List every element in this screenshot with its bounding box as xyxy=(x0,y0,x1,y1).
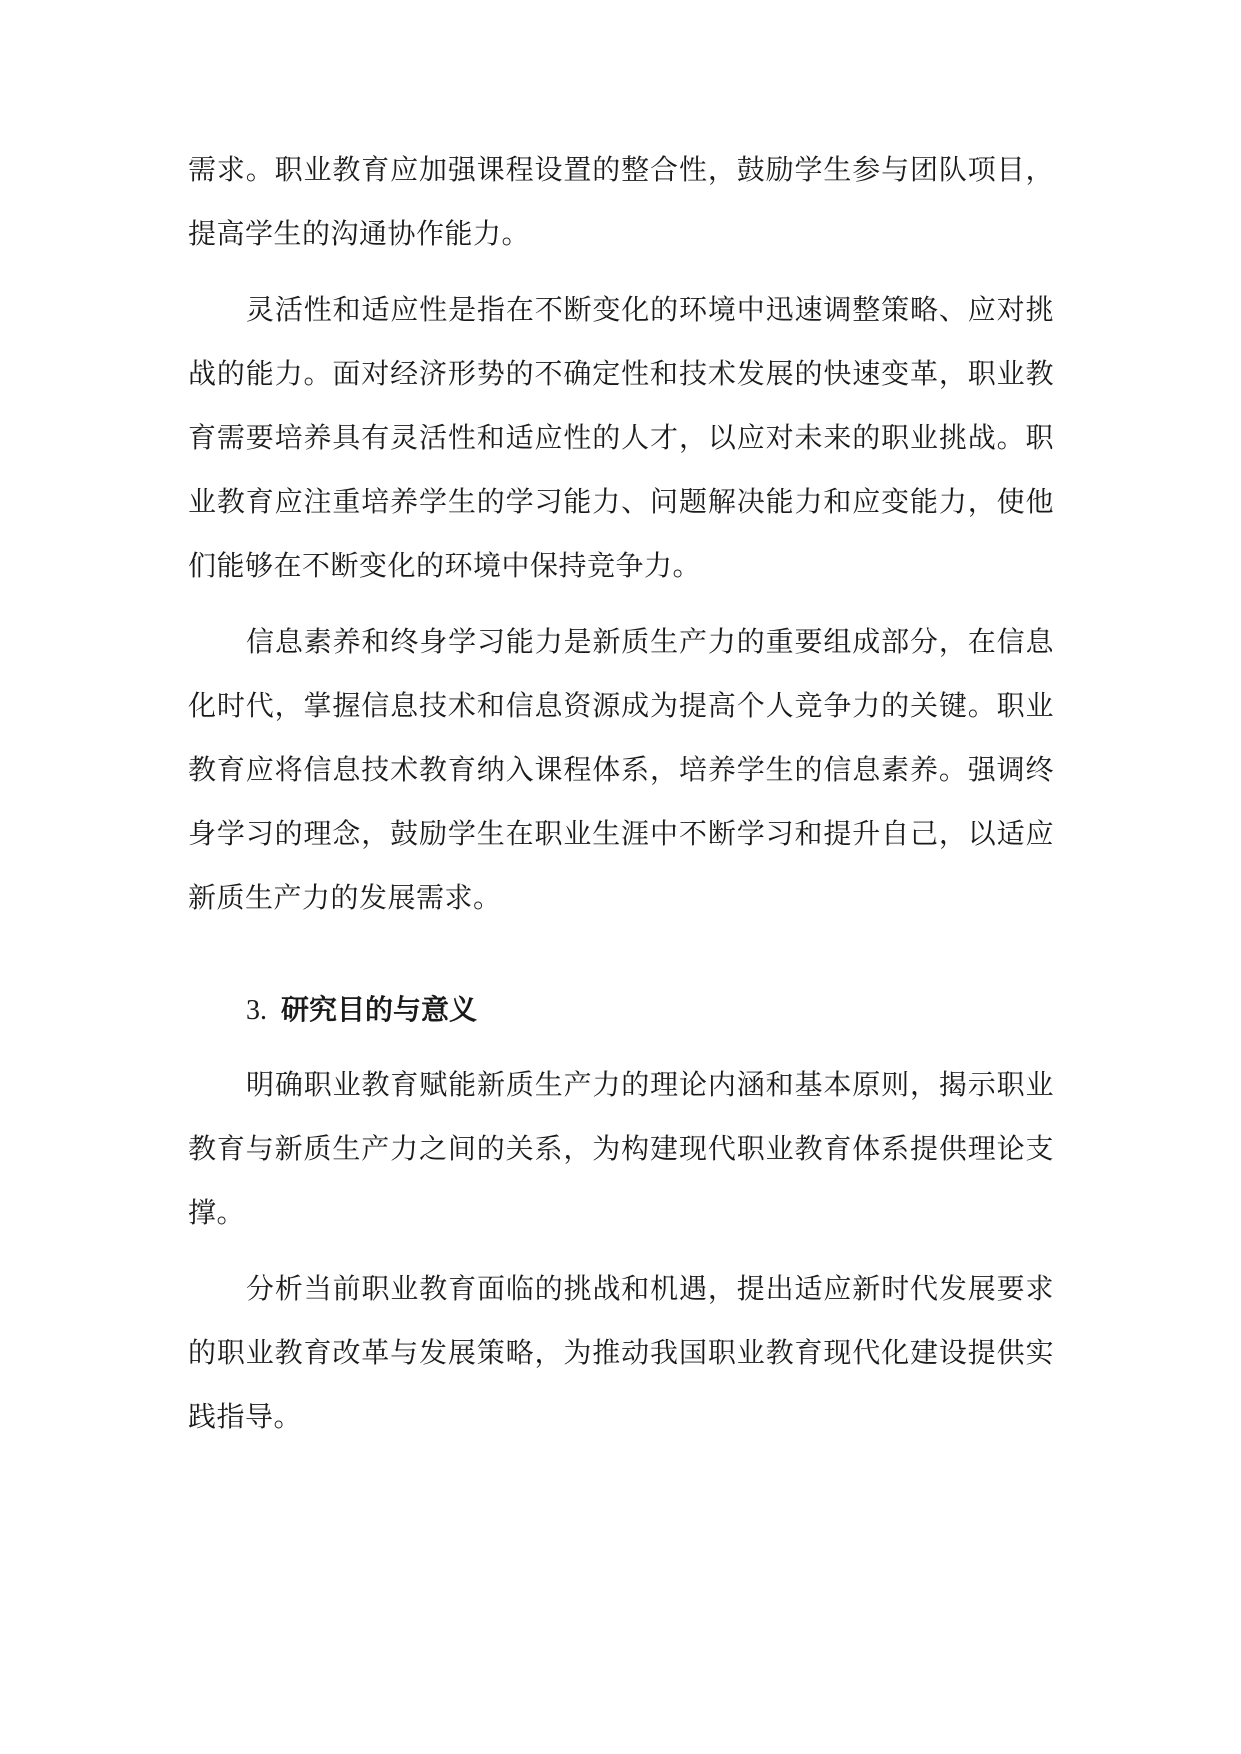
section-number: 3. xyxy=(246,995,267,1026)
section-title: 研究目的与意义 xyxy=(281,993,478,1026)
paragraph-continuation: 需求。职业教育应加强课程设置的整合性，鼓励学生参与团队项目，提高学生的沟通协作能力。 xyxy=(188,153,1054,250)
paragraph-purpose-practice: 分析当前职业教育面临的挑战和机遇，提出适应新时代发展要求的职业教育改革与发展策略，为推动我国职业教育现代化建设提供实践指导。 xyxy=(188,1272,1054,1433)
paragraph-purpose-theory: 明确职业教育赋能新质生产力的理论内涵和基本原则，揭示职业教育与新质生产力之间的关系，为构建现代职业教育体系提供理论支撑。 xyxy=(188,1068,1054,1229)
paragraph-flexibility: 灵活性和适应性是指在不断变化的环境中迅速调整策略、应对挑战的能力。面对经济形势的不确定性和技术发展的快速变革，职业教育需要培养具有灵活性和适应性的人才，以应对未来的职业挑战。职业教育应注重培养学生的学习能力、问题解决能力和应变能力，使他们能够在不断变化的环境中保持竞争力。 xyxy=(188,293,1054,582)
section-heading xyxy=(188,978,1054,1043)
document-body xyxy=(188,138,1054,1449)
paragraph-information-literacy: 信息素养和终身学习能力是新质生产力的重要组成部分，在信息化时代，掌握信息技术和信息资源成为提高个人竞争力的关键。职业教育应将信息技术教育纳入课程体系，培养学生的信息素养。强调终身学习的理念，鼓励学生在职业生涯中不断学习和提升自己，以适应新质生产力的发展需求。 xyxy=(188,625,1054,914)
